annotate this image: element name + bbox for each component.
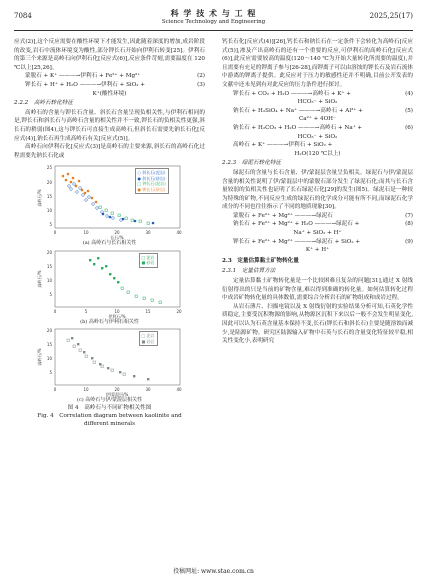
legend-b: □ 泥岩 ■ 砂岩 — [139, 253, 158, 268]
figure-title-en-1: Fig. 4 Correlation diagram between kaolinite and — [37, 412, 182, 419]
equation-6-cont: HCO₃⁻ + SiO₂ — [297, 133, 338, 140]
svg-text:10: 10 — [113, 308, 120, 314]
svg-text:5: 5 — [48, 370, 52, 376]
section-heading-2-2-2: 2.2.2 高岭石转化特征 — [14, 100, 73, 107]
subfigure-caption-b: (b) 高岭石与伊利石相关性 — [80, 318, 139, 325]
svg-text:15: 15 — [46, 342, 52, 348]
svg-text:伊利石/%: 伊利石/% — [107, 313, 126, 319]
svg-text:10: 10 — [82, 387, 89, 393]
equation-7-cont: H₂O(120 ℃以上) — [294, 150, 341, 157]
paragraph: 定量估算黏土矿物转化量是一个比较困难且复杂的问题[31],通过 X 射线衍射得出的只是当前的矿物含量,难以得到准确的转化量。如何估算转化过程中成岩矿物转化量的具体数值,需要综合分析岩石的矿物组成和成岩过程。 — [222, 278, 413, 302]
equation-5: 钠长石 + H₂SiO₄ + Na⁺ ———→高岭石 + Al³⁺ + (5) — [233, 107, 413, 114]
page-number: 7084 — [14, 12, 32, 20]
equation-10-cont: K⁺ + H⁺ — [305, 247, 330, 254]
equation-10: 钾长石 + Fe²⁺ + Mg²⁺ ———→绿泥石 + SiO₂ + (9) — [233, 238, 413, 245]
svg-text:10: 10 — [46, 356, 52, 362]
equation-8: 蒙脱石 + Fe²⁺ + Mg²⁺ ———→绿泥石 (7) — [233, 212, 413, 219]
section-heading-2-3: 2.3 定量估算黏土矿物转化量 — [222, 257, 299, 264]
svg-text:5: 5 — [84, 308, 87, 314]
svg-text:20: 20 — [113, 387, 120, 393]
footer-url: 投稿网址: www.stae.com.cn — [173, 568, 254, 575]
svg-text:0: 0 — [53, 387, 56, 393]
figure-title-cn: 图 4 高岭石与不同矿物相关性图 — [67, 404, 152, 411]
svg-text:长石/%: 长石/% — [109, 235, 124, 241]
paragraph: 高岭石向伊利石化[反应式(3)]是高岭石的主要来源,斜长石的高岭石化过程需要先钠长石化或 — [14, 144, 205, 159]
left-column — [14, 38, 205, 428]
svg-text:30: 30 — [144, 387, 151, 393]
subfigure-caption-a: (a) 高岭石与长石相关性 — [82, 240, 137, 247]
paragraph: 应式(2)],这个反应需要在酸性环境下才能发生,因此随着深度的增加,成岩阶段的改变,岩石中流体环境变为酸性,部分钾长石开始向伊利石转变[25]。伊利石的第三个来源是高岭石向伊利石化[反应式(6)],反应条件苛刻,需要温度在 120 ℃以上[25,26]。 — [14, 39, 205, 71]
svg-text:15: 15 — [144, 308, 151, 314]
equation-9: 钠长石 + Fe²⁺ + Mg²⁺ + H₂O ———→绿泥石 + (8) — [233, 221, 413, 228]
equation-3: 钾长石 + H⁺ + H₂O ———→伊利石 + SiO₂ + (3) — [25, 81, 205, 88]
equation-7: 高岭石 + K⁺ ———→伊利石 + SiO₂ + — [233, 142, 333, 149]
svg-text:10: 10 — [46, 277, 52, 283]
right-column — [222, 38, 413, 346]
svg-text:40: 40 — [175, 230, 182, 236]
equation-6: 钠长石 + H₂CO₃ + H₂O ———→高岭石 + Na⁺ + (6) — [233, 124, 413, 131]
paragraph: 高岭石的含量与钾长石含量、斜长石含量呈现负相关性,与伊利石相同的是,钾长石和斜长石与高岭石含量的相关性并不一致,钾长石的负相关性更强,斜长石的稍弱(图4),这与钾长石可直接生成高岭石,但斜长石需要先钠长石化[反应式(4)],钠长石再生成高岭石有关[反应式(5)]。 — [14, 109, 205, 142]
svg-text:10: 10 — [46, 208, 52, 214]
volume-info: 2025,25(17) — [369, 12, 413, 20]
plot-a — [35, 162, 185, 240]
figure-title-en-2: different minerals — [84, 420, 135, 427]
plot-c — [35, 325, 185, 397]
svg-text:5: 5 — [48, 222, 52, 228]
section-heading-2-3-1: 2.3.1 定量估算方法 — [222, 268, 276, 275]
paragraph: 绿泥石的含量与长石含量、伊/蒙混层含量呈负相关。绿泥石与伊/蒙混层含量的相关性说明了伊/蒙混层中的蒙脱石部分发生了绿泥石化;而其与长石含量较弱的负相关性也证明了长石绿泥石化[29]的发生(图5)。绿泥石是一种较为特殊的矿物,不同反应生成的绿泥石的化学成分可能有所不同,而绿泥石化学成分的不同也往往指示了不同的地质现象[30]。 — [222, 169, 413, 211]
svg-text:高岭石/%: 高岭石/% — [36, 270, 42, 288]
svg-text:25: 25 — [46, 165, 52, 171]
subfigure-caption-c: (c) 高岭石与伊/蒙混层相关性 — [77, 397, 142, 404]
svg-text:伊/蒙混层/%: 伊/蒙混层/% — [105, 392, 128, 398]
svg-text:20: 20 — [46, 180, 52, 186]
equation-5-cont: Ca²⁺ + 4OH⁻ — [298, 116, 337, 123]
paragraph: 从岩石薄片、扫描电镜以及 X 射线衍射的实验结果分析可知,石英化学性质稳定,主要受沉积物源的影响,从物源区沉积下来以后一般不会发生明显变化,因此可以认为石英含量基本保持不变,长石(钾长石和斜长石)主要是随溶蚀而减少,是陆源矿物。研究区陆源输入矿物中石英与长石的含量变化特征较平稳,相关性变化小,表明研究 — [222, 303, 413, 345]
equation-9-cont: Na⁺ + SiO₂ + H⁺ — [293, 230, 342, 237]
journal-title-en: Science Technology and Engineering — [161, 19, 266, 25]
scatter-plot-c — [35, 325, 185, 397]
svg-text:高岭石/%: 高岭石/% — [36, 348, 42, 366]
svg-text:20: 20 — [113, 230, 120, 236]
journal-title-cn: 科 学 技 术 与 工 程 — [170, 8, 257, 18]
svg-text:40: 40 — [175, 387, 182, 393]
svg-text:15: 15 — [46, 263, 52, 269]
svg-text:5: 5 — [48, 291, 52, 297]
equation-2: 蒙脱石 + K⁺ ———→伊利石 + Fe²⁺ + Mg²⁺ (2) — [25, 73, 205, 80]
figure-4 — [14, 162, 205, 428]
plot-b — [35, 247, 185, 319]
equation-3-cont: K⁺(酸性环境) — [92, 90, 127, 97]
svg-text:高岭石/%: 高岭石/% — [36, 189, 42, 207]
svg-text:20: 20 — [175, 308, 182, 314]
svg-text:20: 20 — [46, 328, 52, 334]
page-header — [14, 6, 413, 31]
scatter-plot-b — [35, 247, 185, 319]
svg-text:0: 0 — [53, 230, 56, 236]
svg-text:20: 20 — [46, 249, 52, 255]
legend-c: □ 泥岩 ■ 砂岩 — [139, 331, 158, 346]
paragraph: 钙长石化[反应式(4)][26],钙长石和钠长石在一定条件下会转化为高岭石[反应式(5)],渗及产出高岭石的还有一个重要的反应,可伊利石的高岭石化[反应式(6)],此反应需要较高的温度(120～140 ℃为开始大量转化所需要的温度),并且需要有充足的钾离子参与[26-28],而钾离子可以由溶蚀的钾长石及岩石流体中游离的钾离子提供。此反应对于压力的敏感性还并不明确,目前公开发表的文献中还未见到有对此反应的压力条件进行探讨。 — [222, 39, 413, 88]
svg-text:0: 0 — [53, 308, 56, 314]
svg-text:15: 15 — [46, 194, 52, 200]
svg-text:10: 10 — [82, 230, 89, 236]
legend-a: ○ 斜长石(泥岩) ● 斜长石(砂岩) □ 钾长石(泥岩) ● 钾长石(砂岩) — [135, 168, 169, 194]
section-heading-2-2-3: 2.2.3 绿泥石转化特征 — [222, 160, 281, 167]
equation-4: 钾长石 + CO₂ + H₂O ———→高岭石 + K⁺ + (4) — [233, 90, 413, 97]
svg-text:30: 30 — [144, 230, 151, 236]
equation-4-cont: HCO₃⁻ + SiO₂ — [297, 99, 338, 106]
